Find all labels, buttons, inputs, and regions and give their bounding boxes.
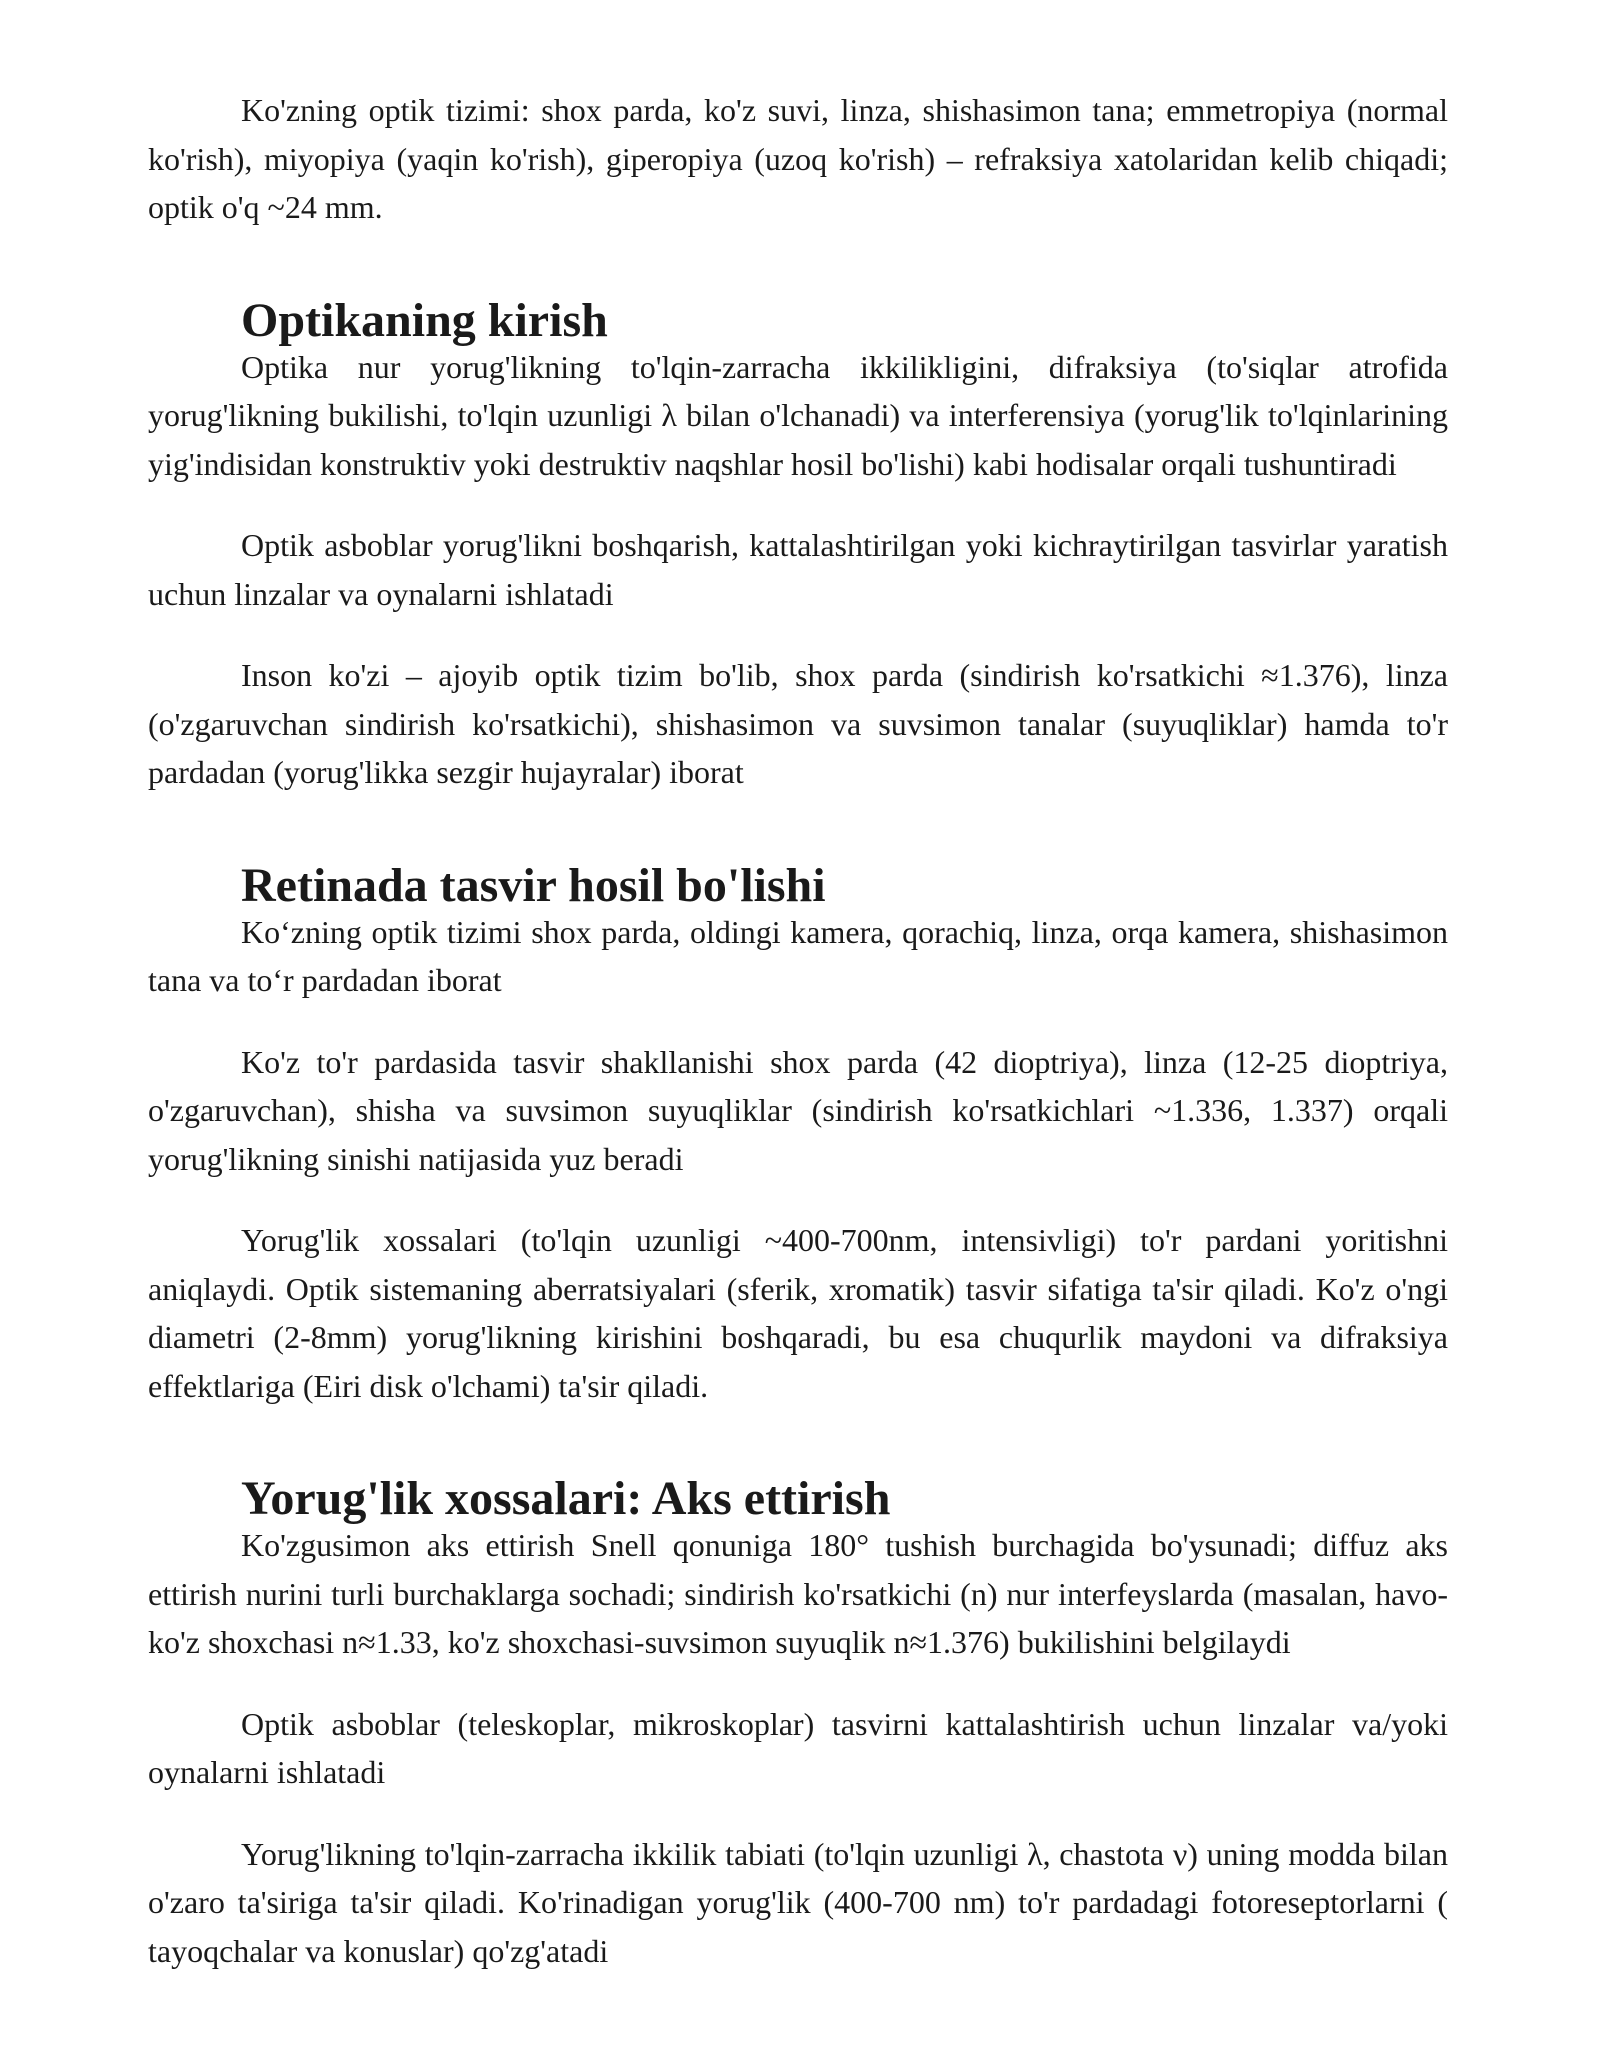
spacer bbox=[148, 265, 1448, 298]
paragraph: Ko'z to'r pardasida tasvir shakllanishi shox parda (42 dioptriya), linza (12-25 dioptriya, o'zgaruvchan), shisha va suvsimon suyuqliklar (sindirish ko'rsatkichlari ~1.336, 1.337) orqali yorug'likning sinishi natijasida yuz beradi bbox=[148, 1043, 1448, 1177]
document-page bbox=[148, 86, 1448, 2008]
paragraph: Yorug'lik xossalari (to'lqin uzunligi ~400-700nm, intensivligi) to'r pardani yoritishni aniqlaydi. Optik sistemaning aberratsiyalari (sferik, xromatik) tasvir sifatiga ta'sir qiladi. Ko'z o'ngi diametri (2-8mm) yorug'likning kirishini boshqaradi, bu esa chuqurlik maydoni va difraksiya effektlariga (Eiri disk o'lchami) ta'sir qiladi. bbox=[148, 1222, 1448, 1404]
paragraph: Ko‘zning optik tizimi shox parda, oldingi kamera, qorachiq, linza, orqa kamera, shishasimon tana va to‘r pardadan iborat bbox=[148, 913, 1448, 998]
paragraph: Ko'zgusimon aks ettirish Snell qonuniga 180° tushish burchagida bo'ysunadi; diffuz aks ettirish nurini turli burchaklarga sochadi; sindirish ko'rsatkichi (n) nur interfeyslarda (masalan, havo-ko'z shoxchasi n≈1.33, ko'z shoxchasi-suvsimon suyuqlik n≈1.376) bukilishini belgilaydi bbox=[148, 1527, 1448, 1660]
section-title-optics-intro: Optikaning kirish bbox=[241, 293, 608, 347]
section-title-reflection: Yorug'lik xossalari: Aks ettirish bbox=[241, 1472, 891, 1525]
section-title-retina-image: Retinada tasvir hosil bo'lishi bbox=[241, 858, 826, 912]
spacer bbox=[148, 830, 1448, 863]
paragraph: Inson ko'zi – ajoyib optik tizim bo'lib, shox parda (sindirish ko'rsatkichi ≈1.376), linza (o'zgaruvchan sindirish ko'rsatkichi), shishasimon va suvsimon tanalar (suyuqliklar) hamda to'r pardadan (yorug'likka sezgir hujayralar) iborat bbox=[148, 657, 1448, 790]
intro-paragraph: Ko'zning optik tizimi: shox parda, ko'z suvi, linza, shishasimon tana; emmetropiya (normal ko'rish), miyopiya (yaqin ko'rish), giperopiya (uzoq ko'rish) – refraksiya xatolaridan kelib chiqadi; optik o'q ~24 mm. bbox=[148, 92, 1448, 225]
paragraph: Optik asboblar (teleskoplar, mikroskoplar) tasvirni kattalashtirish uchun linzalar va/yoki oynalarni ishlatadi bbox=[148, 1705, 1448, 1790]
paragraph: Optik asboblar yorug'likni boshqarish, kattalashtirilgan yoki kichraytirilgan tasvirlar yaratish uchun linzalar va oynalarni ishlatadi bbox=[148, 527, 1448, 612]
paragraph: Optika nur yorug'likning to'lqin-zarracha ikkilikligini, difraksiya (to'siqlar atrofida yorug'likning bukilishi, to'lqin uzunligi λ bilan o'lchanadi) va interferensiya (yorug'lik to'lqinlarining yig'indisidan konstruktiv yoki destruktiv naqshlar hosil bo'lishi) kabi hodisalar orqali tushuntiradi bbox=[148, 348, 1448, 482]
paragraph: Yorug'likning to'lqin-zarracha ikkilik tabiati (to'lqin uzunligi λ, chastota ν) uning modda bilan o'zaro ta'siriga ta'sir qiladi. Ko'rinadigan yorug'lik (400-700 nm) to'r pardadagi fotoreseptorlarni ( tayoqchalar va konuslar) qo'zg'atadi bbox=[148, 1835, 1448, 1969]
